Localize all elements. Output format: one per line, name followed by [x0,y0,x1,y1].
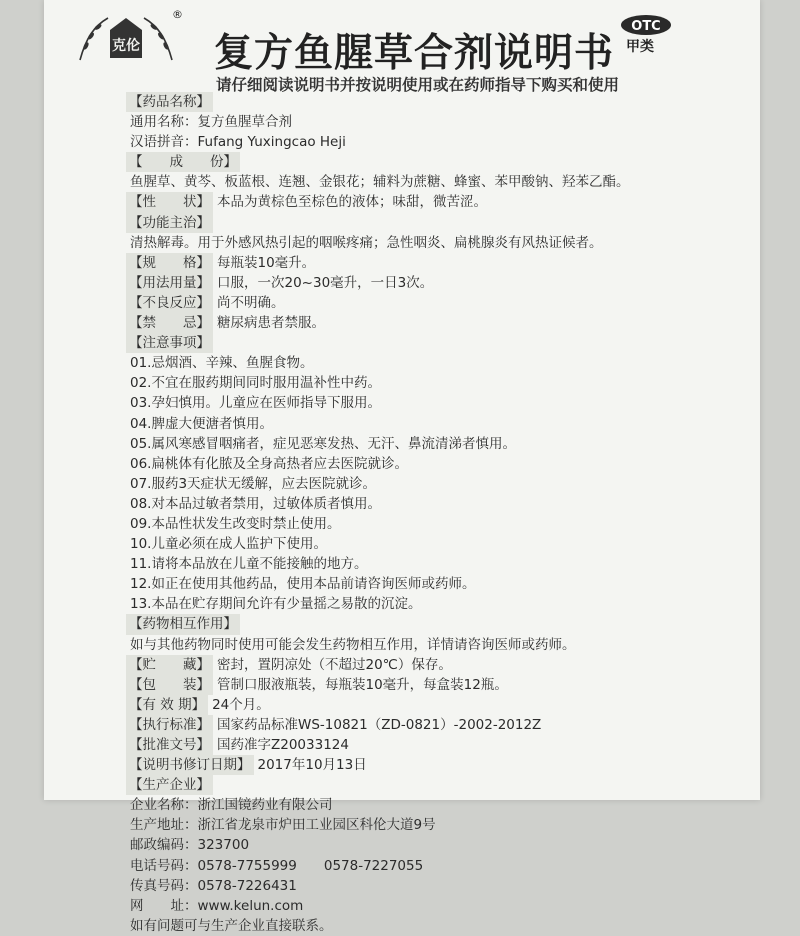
otc-badge [620,14,672,36]
field-value: 糖尿病患者禁服。 [217,315,325,332]
text-line: 通用名称：复方鱼腥草合剂 [130,114,292,131]
section-field [130,735,740,755]
text-line: 07.服药3天症状无缓解，应去医院就诊。 [130,475,377,492]
field-label: 【执行标准】 [126,715,213,735]
field-label: 【规 格】 [126,253,213,273]
section-heading-label: 【生产企业】 [126,775,213,795]
text-line: 鱼腥草、黄芩、板蓝根、连翘、金银花；辅料为蔗糖、蜂蜜、苯甲酸钠、羟苯乙酯。 [130,174,630,191]
section-field [130,293,740,313]
text-line: 02.不宜在服药期间同时服用温补性中药。 [130,375,381,392]
text-line: 03.孕妇慎用。儿童应在医师指导下服用。 [130,395,381,412]
otc-category: 甲类 [626,39,654,55]
registered-mark: ® [172,8,183,21]
company-logo [74,8,178,68]
text-line: 09.本品性状发生改变时禁止使用。 [130,515,341,532]
text-line: 06.扁桃体有化脓及全身高热者应去医院就诊。 [130,455,408,472]
field-value: 2017年10月13日 [257,757,367,774]
text-line: 汉语拼音：Fufang Yuxingcao Heji [130,134,346,151]
section-heading [130,775,740,795]
section-heading [130,333,740,353]
text-line: 08.对本品过敏者禁用，过敏体质者慎用。 [130,495,381,512]
section-field [130,675,740,695]
text-line: 企业名称：浙江国镜药业有限公司 [130,797,333,814]
text-line: 清热解毒。用于外感风热引起的咽喉疼痛；急性咽炎、扁桃腺炎有风热证候者。 [130,234,603,251]
field-value: 管制口服液瓶装，每瓶装10毫升，每盒装12瓶。 [217,676,508,693]
field-value: 口服，一次20~30毫升，一日3次。 [217,274,434,291]
field-value: 尚不明确。 [217,294,285,311]
section-field [130,313,740,333]
text-line: 生产地址：浙江省龙泉市炉田工业园区科伦大道9号 [130,817,436,834]
text-line: 01.忌烟酒、辛辣、鱼腥食物。 [130,355,314,372]
section-field [130,695,740,715]
field-label: 【批准文号】 [126,735,213,755]
field-label: 【有 效 期】 [126,695,208,715]
section-heading [130,92,740,112]
field-label: 【贮 藏】 [126,655,213,675]
field-value: 密封，置阴凉处（不超过20℃）保存。 [217,656,452,673]
text-line: 网 址：www.kelun.com [130,897,304,914]
subtitle: 请仔细阅读说明书并按说明使用或在药师指导下购买和使用 [216,76,620,94]
section-heading-label: 【 成 份】 [126,152,240,172]
text-line: 如有问题可与生产企业直接联系。 [130,917,333,934]
text-line: 05.属风寒感冒咽痛者，症见恶寒发热、无汗、鼻流清涕者慎用。 [130,435,516,452]
field-value: 国家药品标准WS-10821（ZD-0821）-2002-2012Z [217,716,542,733]
leaflet-body [130,92,740,936]
section-heading [130,152,740,172]
text-line: 11.请将本品放在儿童不能接触的地方。 [130,556,368,573]
field-value: 国药准字Z20033124 [217,737,349,753]
section-heading [130,614,740,634]
text-line: 邮政编码：323700 [130,837,250,854]
section-field [130,192,740,212]
section-heading-label: 【注意事项】 [126,333,213,353]
section-field [130,655,740,675]
text-line: 传真号码：0578-7226431 [130,877,297,894]
field-value: 每瓶装10毫升。 [217,254,316,271]
page-title: 复方鱼腥草合剂说明书 [214,31,615,76]
field-label: 【包 装】 [126,675,213,695]
otc-label: OTC [631,19,661,34]
field-label: 【用法用量】 [126,273,213,293]
section-field [130,253,740,273]
section-heading-label: 【药物相互作用】 [126,614,240,634]
field-label: 【说明书修订日期】 [126,755,254,775]
section-heading-label: 【药品名称】 [126,92,213,112]
section-field [130,715,740,735]
text-line: 12.如正在使用其他药品，使用本品前请咨询医师或药师。 [130,576,476,593]
section-heading-label: 【功能主治】 [126,213,213,233]
field-value: 24个月。 [212,696,270,713]
text-line: 13.本品在贮存期间允许有少量摇之易散的沉淀。 [130,596,422,613]
section-heading [130,213,740,233]
field-label: 【不良反应】 [126,293,213,313]
text-line: 04.脾虚大便溏者慎用。 [130,415,273,432]
field-value: 本品为黄棕色至棕色的液体；味甜，微苦涩。 [217,194,487,211]
text-line: 如与其他药物同时使用可能会发生药物相互作用，详情请咨询医师或药师。 [130,636,576,653]
text-line: 电话号码：0578-7755999 0578-7227055 [130,857,424,874]
section-field [130,273,740,293]
section-field [130,755,740,775]
field-label: 【禁 忌】 [126,313,213,333]
text-line: 10.儿童必须在成人监护下使用。 [130,536,327,553]
field-label: 【性 状】 [126,192,213,212]
logo-mark: 克伦 [112,38,140,54]
